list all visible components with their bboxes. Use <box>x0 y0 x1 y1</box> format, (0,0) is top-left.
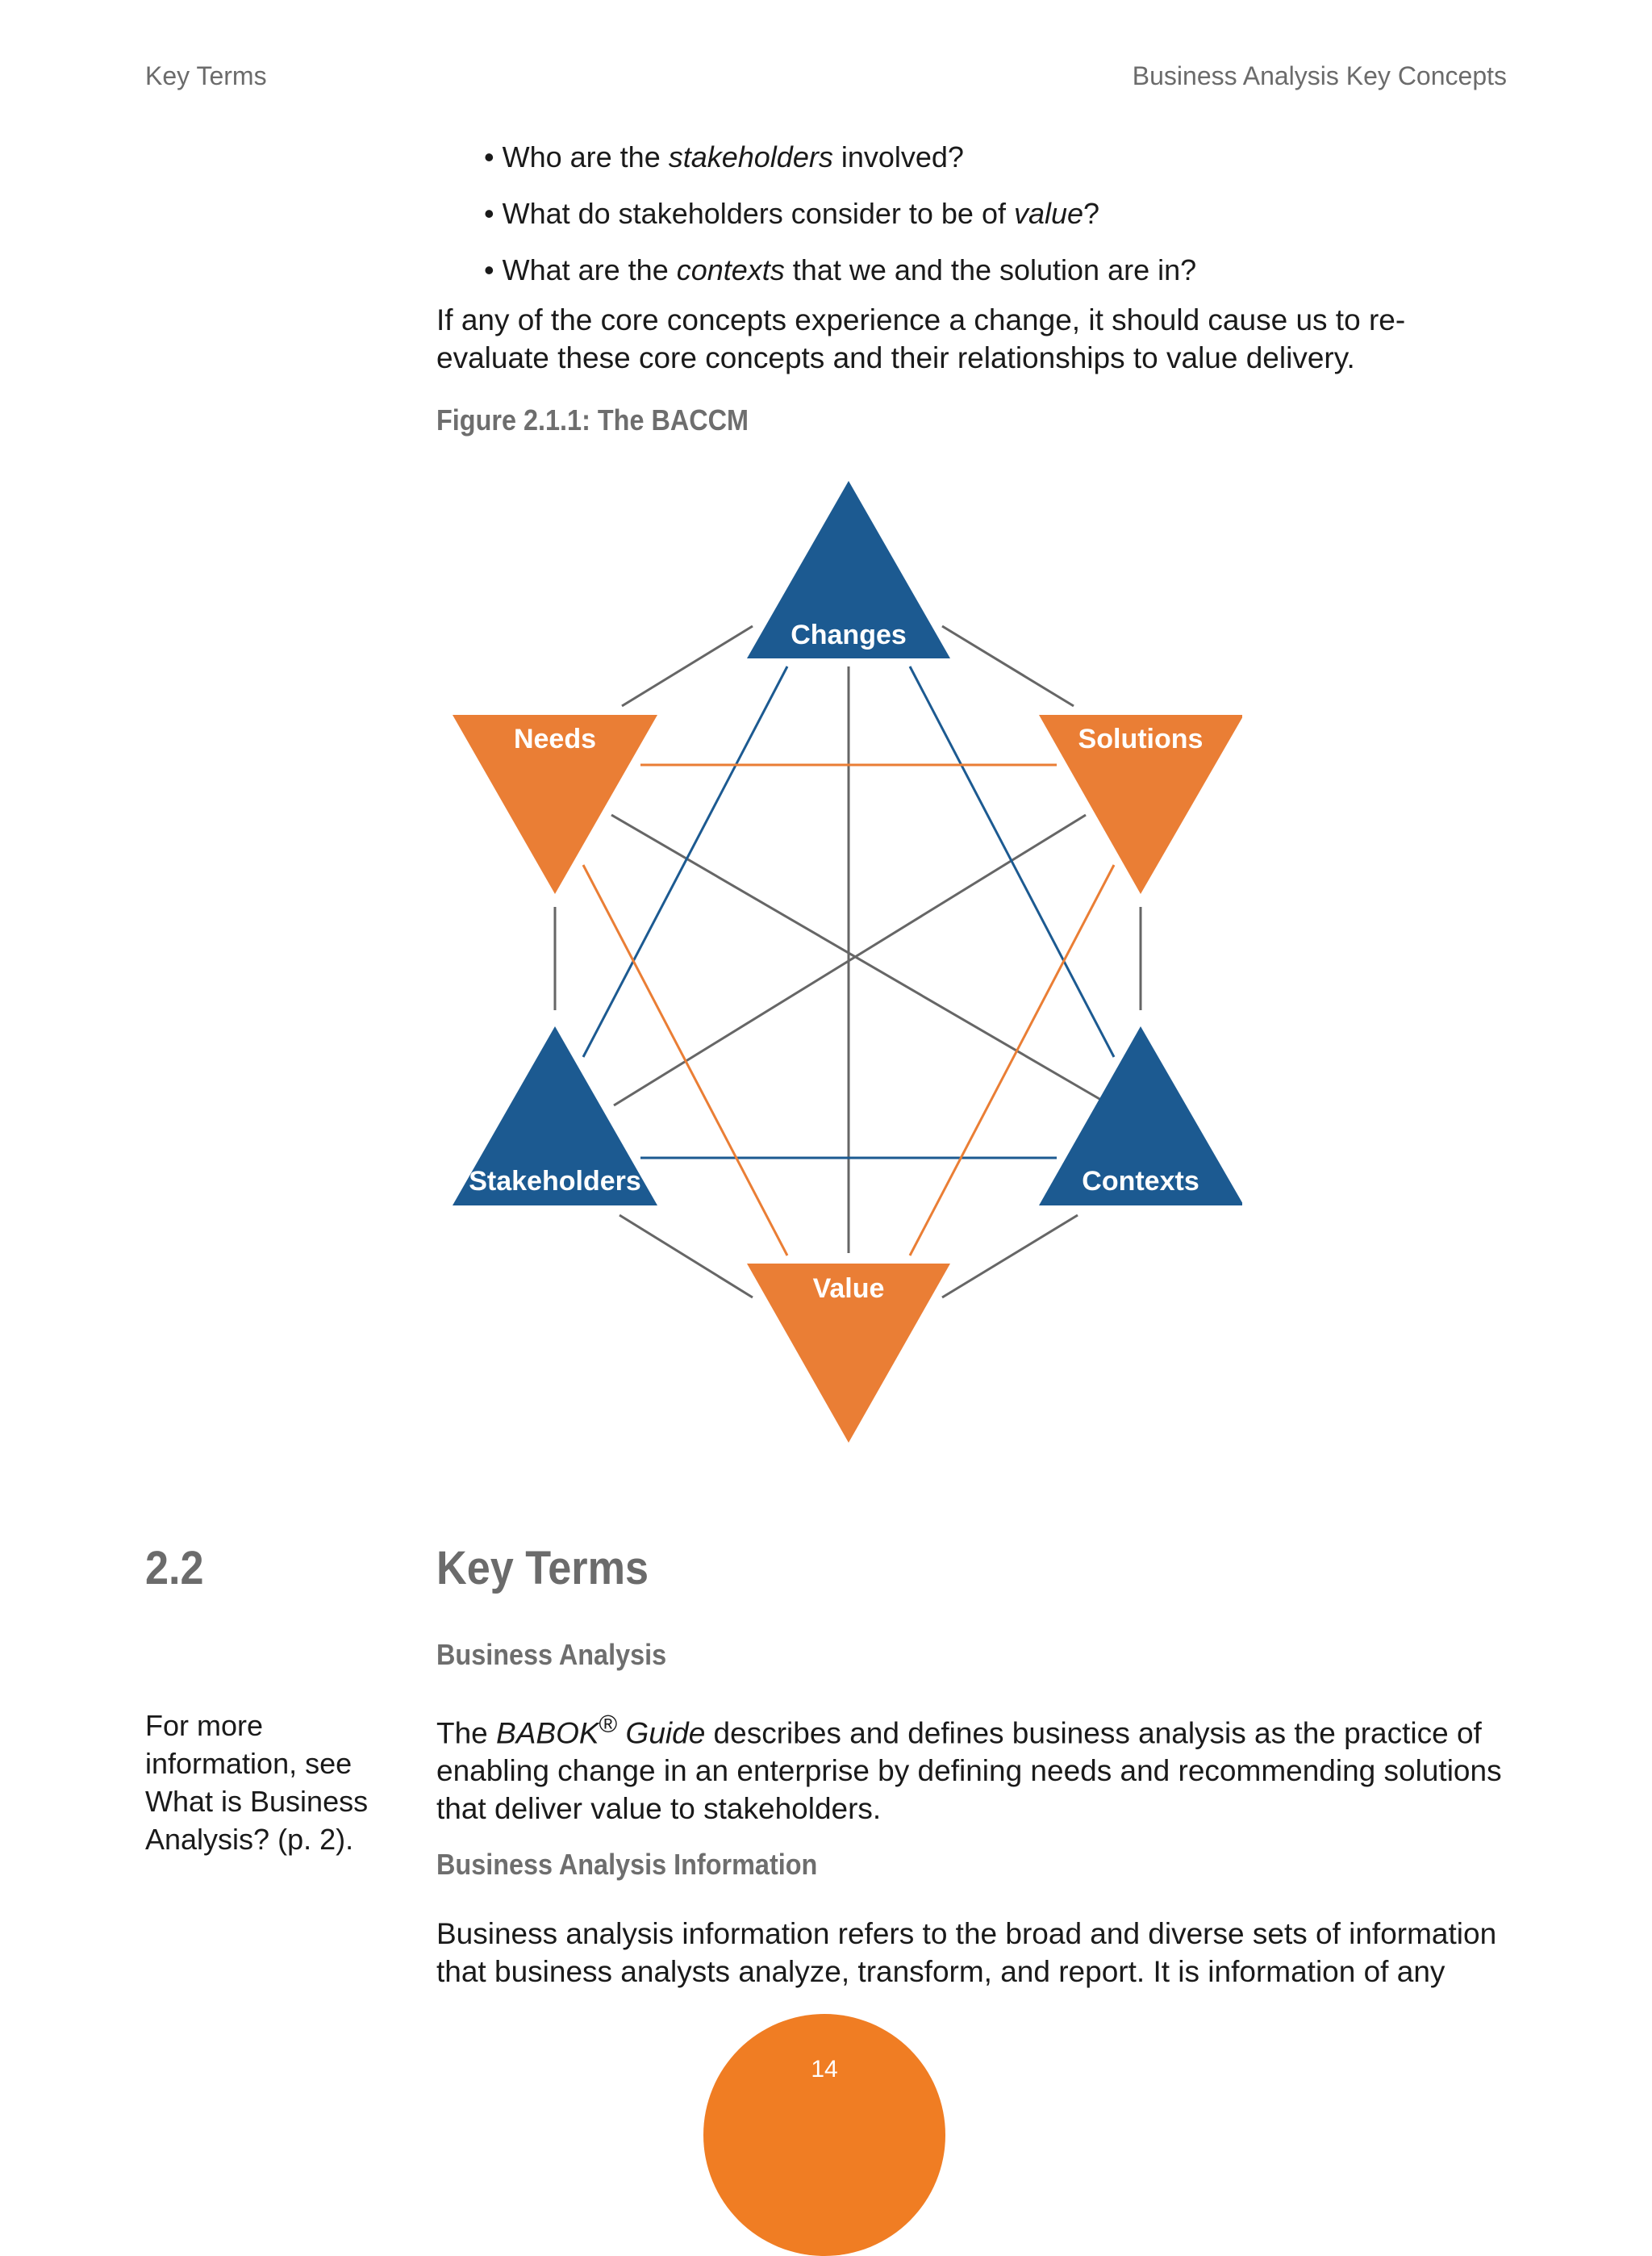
page-number-badge <box>703 2014 945 2256</box>
baccm-diagram <box>436 468 1242 1452</box>
node-stakeholders <box>453 1026 657 1205</box>
term-body-business-analysis: The BABOK® Guide describes and defines business analysis as the practice of enabling change in an enterprise by defining needs and recommending solutions that deliver value to stakeholders. <box>436 1710 1502 1826</box>
node-solutions <box>1039 715 1242 894</box>
bullet-icon: • <box>484 197 494 230</box>
intro-paragraph: If any of the core concepts experience a change, it should cause us to re-evaluate these core concepts and their relationships to value delivery. <box>436 303 1406 374</box>
node-value-label: Value <box>812 1273 885 1304</box>
node-stakeholders-label: Stakeholders <box>469 1166 641 1197</box>
question-list <box>484 129 1196 299</box>
node-value <box>747 1264 950 1443</box>
link-changes-needs <box>622 626 753 706</box>
node-solutions-label: Solutions <box>1078 724 1204 754</box>
running-header-right: Business Analysis Key Concepts <box>1132 61 1507 90</box>
bullet-icon: • <box>484 140 494 173</box>
figure-caption: Figure 2.1.1: The BACCM <box>436 403 749 437</box>
sidenote: For more information, see What is Business Analysis? (p. 2). <box>145 1709 369 1856</box>
node-needs-label: Needs <box>513 724 597 754</box>
node-contexts-label: Contexts <box>1082 1166 1199 1197</box>
running-header-left: Key Terms <box>145 61 267 90</box>
link-changes-solutions <box>942 626 1074 706</box>
term-heading-business-analysis-information: Business Analysis Information <box>436 1848 818 1881</box>
bullet-icon: • <box>484 253 494 286</box>
node-contexts <box>1039 1026 1242 1205</box>
question-item: • Who are the stakeholders involved? <box>484 140 964 173</box>
section-number: 2.2 <box>145 1542 204 1594</box>
node-needs <box>453 715 657 894</box>
link-stakeholders-value <box>620 1215 753 1297</box>
question-item: • What do stakeholders consider to be of value? <box>484 197 1100 230</box>
node-changes-label: Changes <box>791 620 907 650</box>
section-title: Key Terms <box>436 1542 649 1594</box>
page-number: 14 <box>811 2056 838 2083</box>
term-body-business-analysis-information: Business analysis information refers to the broad and diverse sets of information that business analysts analyze, transform, and report. It is information of any <box>436 1917 1497 1988</box>
question-item: • What are the contexts that we and the solution are in? <box>484 253 1197 286</box>
link-contexts-value <box>942 1215 1078 1297</box>
term-heading-business-analysis: Business Analysis <box>436 1638 667 1671</box>
node-changes <box>747 481 950 658</box>
